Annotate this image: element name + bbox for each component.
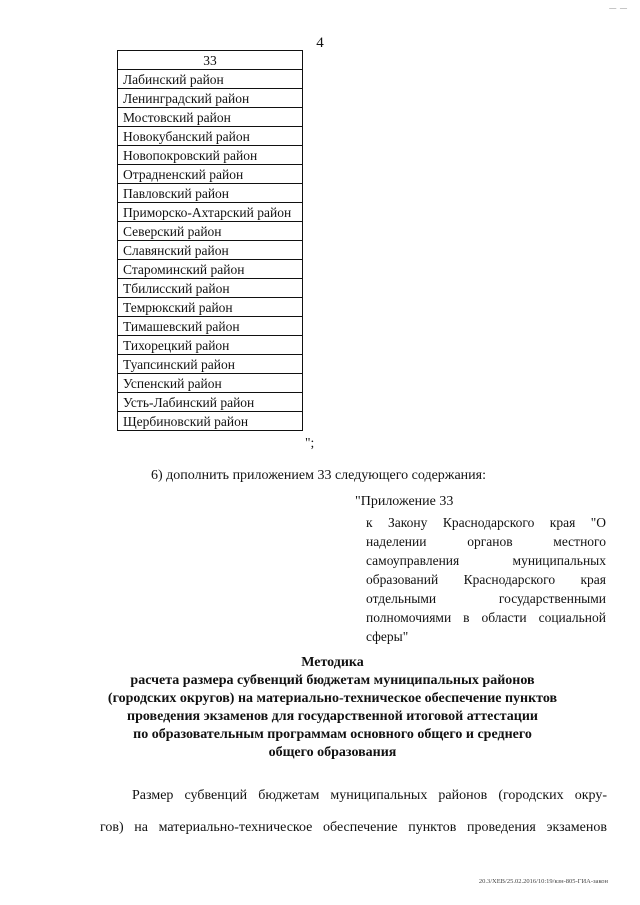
- table-cell: Славянский район: [118, 241, 303, 260]
- table-row: [118, 260, 303, 279]
- appendix-title: "Приложение 33: [355, 494, 454, 509]
- table-row: [118, 374, 303, 393]
- table-row: [118, 336, 303, 355]
- table-cell: Щербиновский район: [118, 412, 303, 431]
- table-row: [118, 279, 303, 298]
- table-cell: Тбилисский район: [118, 279, 303, 298]
- table-cell: Отрадненский район: [118, 165, 303, 184]
- methodology-line: по образовательным программам основного общего и среднего: [133, 727, 532, 742]
- table-cell: Северский район: [118, 222, 303, 241]
- table-row: [118, 127, 303, 146]
- table-row: [118, 165, 303, 184]
- footer-code: 20.3/ХЕВ/25.02.2016/10:19/кзн-805-ГИА-закон: [478, 878, 608, 885]
- page-number: 4: [316, 35, 324, 51]
- table-row: [118, 393, 303, 412]
- methodology-line: проведения экзаменов для государственной итоговой аттестации: [127, 709, 538, 724]
- table-cell: Староминский район: [118, 260, 303, 279]
- table-row: [118, 241, 303, 260]
- methodology-heading: Методика: [301, 655, 364, 670]
- paragraph-line-1: Размер субвенций бюджетам муниципальных районов (городских окру-: [132, 788, 607, 803]
- appendix-body: к Закону Краснодарского края "О наделении органов местного самоуправления муниципальных образований Краснодарского края отдельными государственными полномочиями в области социальной сферы": [366, 515, 606, 644]
- methodology-heading-block: [100, 654, 565, 762]
- districts-table: [117, 50, 303, 431]
- table-cell: Успенский район: [118, 374, 303, 393]
- table-cell: Приморско-Ахтарский район: [118, 203, 303, 222]
- table-cell: Новопокровский район: [118, 146, 303, 165]
- table-cell: Ленинградский район: [118, 89, 303, 108]
- table-row: [118, 108, 303, 127]
- table-cell: Темрюкский район: [118, 298, 303, 317]
- table-cell: Новокубанский район: [118, 127, 303, 146]
- table-cell: Мостовский район: [118, 108, 303, 127]
- table-header-cell: 33: [118, 51, 303, 70]
- table-cell: Лабинский район: [118, 70, 303, 89]
- methodology-line: общего образования: [268, 745, 397, 760]
- table-row: [118, 222, 303, 241]
- amendment-text: 6) дополнить приложением 33 следующего содержания:: [151, 468, 486, 483]
- table-row: [118, 146, 303, 165]
- table-row: [118, 203, 303, 222]
- table-row: [118, 317, 303, 336]
- table-row: [118, 70, 303, 89]
- closing-quote: ";: [305, 435, 315, 450]
- table-row: [118, 89, 303, 108]
- table-row: [118, 298, 303, 317]
- table-cell: Туапсинский район: [118, 355, 303, 374]
- table-header-row: [118, 51, 303, 70]
- methodology-line: (городских округов) на материально-техническое обеспечение пунктов: [107, 691, 558, 706]
- table-cell: Усть-Лабинский район: [118, 393, 303, 412]
- table-row: [118, 412, 303, 431]
- paragraph-line-2: гов) на материально-техническое обеспечение пунктов проведения экзаменов: [100, 820, 607, 835]
- corner-mark: — —: [609, 4, 628, 12]
- table-cell: Тихорецкий район: [118, 336, 303, 355]
- table-row: [118, 184, 303, 203]
- table-row: [118, 355, 303, 374]
- table-cell: Павловский район: [118, 184, 303, 203]
- methodology-line: расчета размера субвенций бюджетам муниципальных районов: [130, 673, 535, 688]
- table-cell: Тимашевский район: [118, 317, 303, 336]
